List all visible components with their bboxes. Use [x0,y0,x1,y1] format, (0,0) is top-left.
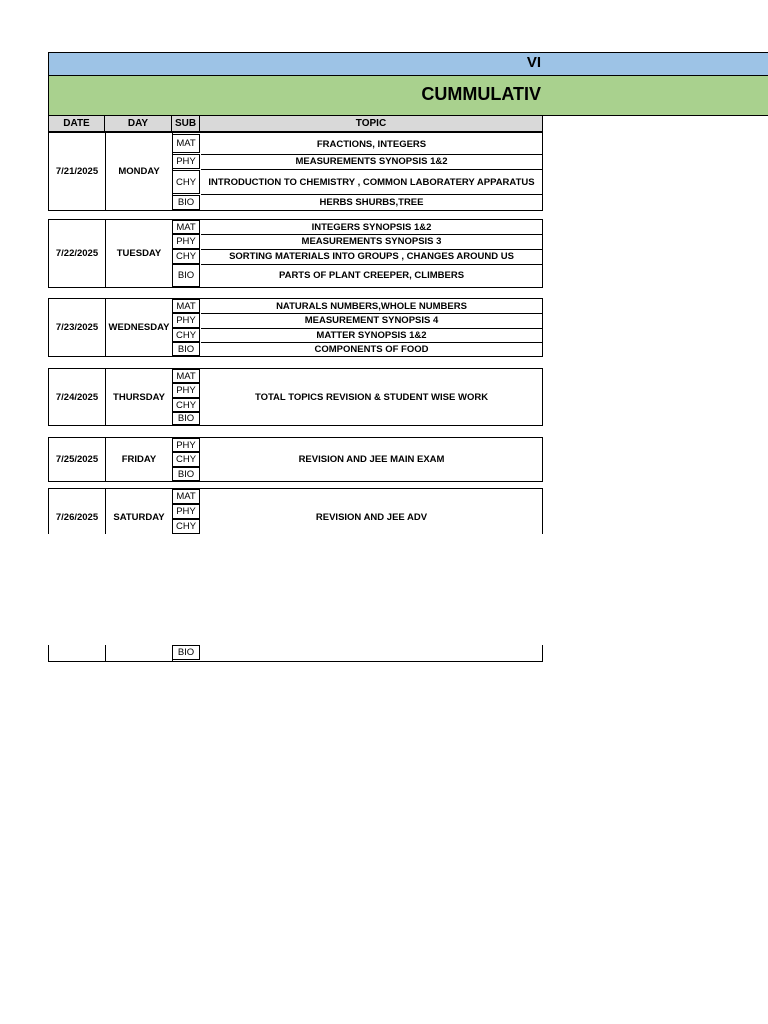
topic-cell: SORTING MATERIALS INTO GROUPS , CHANGES AROUND US [229,251,514,262]
day-cell: FRIDAY [121,454,157,465]
subject-cell: MAT [172,489,200,504]
subject-cell: CHY [172,249,200,264]
day-cell: THURSDAY [113,391,165,403]
topic-cell: NATURALS NUMBERS,WHOLE NUMBERS [276,300,467,312]
day-block-monday [48,132,543,211]
class-banner [48,52,768,75]
subject-cell: MAT [172,134,200,153]
day-cell: WEDNESDAY [108,322,170,333]
subject-cell: PHY [172,383,200,398]
date-cell: 7/23/2025 [55,322,99,333]
date-cell: 7/22/2025 [55,248,99,259]
subject-cell: MAT [172,220,200,234]
date-cell: 7/24/2025 [55,391,99,403]
subject-cell: CHY [172,398,200,412]
date-cell: 7/25/2025 [55,454,99,465]
day-cell: SATURDAY [113,511,165,523]
topic-cell: FRACTIONS, INTEGERS [316,138,427,150]
header-date: DATE [48,116,105,132]
subject-cell: BIO [172,342,200,356]
topic-cell: REVISION AND JEE ADV [315,511,428,523]
topic-cell: HERBS SHURBS,TREE [319,197,424,208]
day-block-wednesday [48,298,543,357]
subject-cell: BIO [172,467,200,481]
topic-cell: MATTER SYNOPSIS 1&2 [316,329,427,341]
subject-cell: BIO [172,264,200,287]
day-block-saturday-tail [48,645,543,662]
class-label: VI [526,54,541,71]
subject-cell: CHY [172,452,200,467]
topic-cell: TOTAL TOPICS REVISION & STUDENT WISE WORK [254,391,489,403]
header-sub: SUB [171,116,200,132]
date-cell: 7/21/2025 [55,166,99,177]
day-block-tuesday [48,219,543,288]
header-topic: TOPIC [199,116,543,132]
day-cell: TUESDAY [116,248,162,259]
header-day: DAY [104,116,172,132]
subject-cell: BIO [172,645,200,660]
date-cell: 7/26/2025 [55,511,99,523]
day-cell: MONDAY [118,166,160,177]
subject-cell: PHY [172,154,200,169]
subject-cell: CHY [172,328,200,342]
subject-cell: MAT [172,369,200,383]
day-block-friday [48,437,543,482]
subject-cell: PHY [172,234,200,249]
day-block-saturday [48,488,543,534]
subject-cell: PHY [172,504,200,519]
subject-cell: BIO [172,412,200,425]
subject-cell: CHY [172,519,200,534]
topic-cell: COMPONENTS OF FOOD [314,343,429,355]
subject-cell: BIO [172,195,200,210]
topic-cell: MEASUREMENTS SYNOPSIS 1&2 [295,156,448,167]
day-block-thursday [48,368,543,426]
subject-cell: CHY [172,170,200,194]
subject-cell: PHY [172,313,200,328]
topic-cell: REVISION AND JEE MAIN EXAM [298,454,445,465]
topic-cell: PARTS OF PLANT CREEPER, CLIMBERS [278,270,465,281]
subject-cell: PHY [172,438,200,452]
topic-cell: INTEGERS SYNOPSIS 1&2 [311,221,432,233]
title-banner [48,75,768,116]
topic-cell: INTRODUCTION TO CHEMISTRY , COMMON LABORATERY APPARATUS [208,176,535,188]
topic-cell: MEASUREMENTS SYNOPSIS 3 [301,236,442,247]
schedule-title: CUMMULATIV [421,84,541,104]
topic-cell: MEASUREMENT SYNOPSIS 4 [304,315,439,326]
subject-cell: MAT [172,299,200,313]
